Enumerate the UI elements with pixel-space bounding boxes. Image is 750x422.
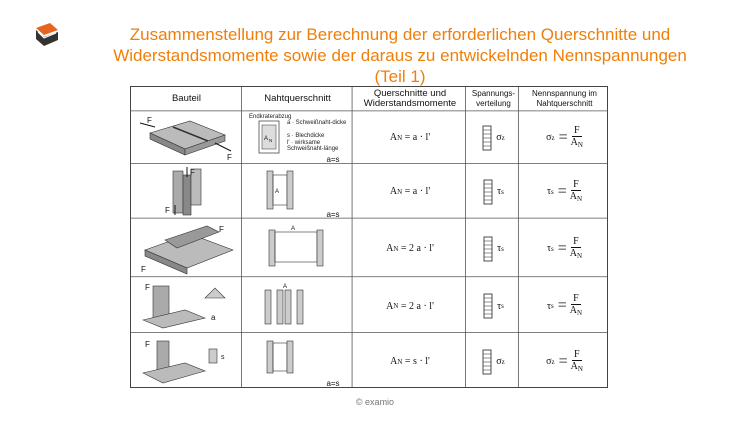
nenn-formula-2: τ s = $\frac{F}{A_N}$: [546, 178, 583, 203]
naht-label-1: a=s: [326, 154, 340, 164]
naht-label-5: a=s: [326, 378, 340, 388]
nenn-formula-5: σ z = $\frac{F}{A_N}$: [546, 348, 583, 373]
stress-dist-2: τ s: [467, 164, 520, 219]
calculation-table: [130, 86, 608, 388]
naht-sketch-3: [245, 222, 351, 276]
stress-hatch-icon: [483, 293, 493, 319]
area-formula-3: A N = 2 a · l': [386, 243, 434, 254]
bauteil-sketch-4: [135, 280, 239, 332]
header-nennspannung: Nennspannung im Nahtquerschnitt: [532, 89, 597, 108]
legend-endkrater: Endkraterabzug: [249, 114, 292, 120]
nenn-formula-4: τ s = $\frac{F}{A_N}$: [546, 293, 583, 317]
area-formula-5: A N = s · l': [390, 356, 430, 367]
header-nahtquerschnitt: Nahtquerschnitt: [264, 93, 331, 104]
area-formula-2: A N = a · l': [389, 186, 431, 197]
stress-hatch-icon: [483, 236, 493, 262]
bauteil-sketch-3: [135, 222, 239, 276]
header-spannungsverteilung: Spannungs-verteilung: [471, 89, 516, 108]
stress-dist-3: τ s: [467, 219, 520, 278]
examio-logo-icon: [32, 20, 62, 50]
svg-text:F: F: [227, 153, 232, 162]
nenn-formula-1: σ z = $\frac{F}{A_N}$: [546, 124, 583, 149]
stress-hatch-icon: [482, 125, 492, 151]
svg-text:F: F: [219, 225, 224, 234]
legend-l: l' · wirksame Schweißnaht-länge: [287, 140, 339, 152]
stress-dist-4: τ s: [467, 278, 520, 334]
svg-text:a: a: [211, 313, 216, 322]
svg-text:N: N: [269, 138, 273, 143]
title-line-1: Zusammenstellung zur Berechnung der erforderlichen Querschnitte und: [129, 25, 671, 44]
svg-text:A: A: [264, 136, 269, 142]
legend-s: s · Blechdicke: [287, 133, 325, 139]
naht-label-2: a=s: [326, 209, 340, 219]
svg-text:A: A: [283, 284, 288, 290]
title-line-2: Widerstandsmomente sowie der daraus zu entwickelnden Nennspannungen: [113, 46, 687, 65]
svg-text:F: F: [145, 283, 150, 292]
stress-dist-5: σ z: [467, 334, 520, 389]
header-bauteil: Bauteil: [171, 93, 202, 104]
svg-text:F: F: [165, 206, 170, 215]
naht-sketch-5: [245, 337, 351, 377]
svg-text:F: F: [141, 265, 146, 274]
footer-copyright: © examio: [355, 397, 395, 407]
stress-hatch-icon: [482, 349, 492, 375]
title-line-3: (Teil 1): [374, 67, 426, 86]
svg-text:F: F: [190, 168, 195, 177]
header-querschnitte: Querschnitte und Widerstandsmomente: [363, 88, 457, 109]
svg-text:F: F: [145, 340, 150, 349]
page-title: [100, 24, 700, 87]
bauteil-sketch-2: [135, 167, 239, 217]
legend-a: a · Schweißnaht-dicke: [287, 120, 347, 126]
bauteil-sketch-5: [135, 337, 239, 387]
naht-sketch-4: [245, 280, 351, 332]
svg-text:F: F: [147, 116, 152, 125]
stress-hatch-icon: [483, 179, 493, 205]
area-formula-1: A N = a · l': [389, 132, 431, 143]
svg-text:s: s: [221, 354, 225, 361]
area-formula-4: A N = 2 a · l': [386, 300, 434, 312]
svg-text:A: A: [291, 226, 296, 232]
nenn-formula-3: τ s = $\frac{F}{A_N}$: [546, 235, 583, 260]
bauteil-sketch-1: [135, 113, 239, 163]
stress-dist-1: σ z: [467, 111, 520, 164]
svg-text:A: A: [275, 189, 280, 195]
